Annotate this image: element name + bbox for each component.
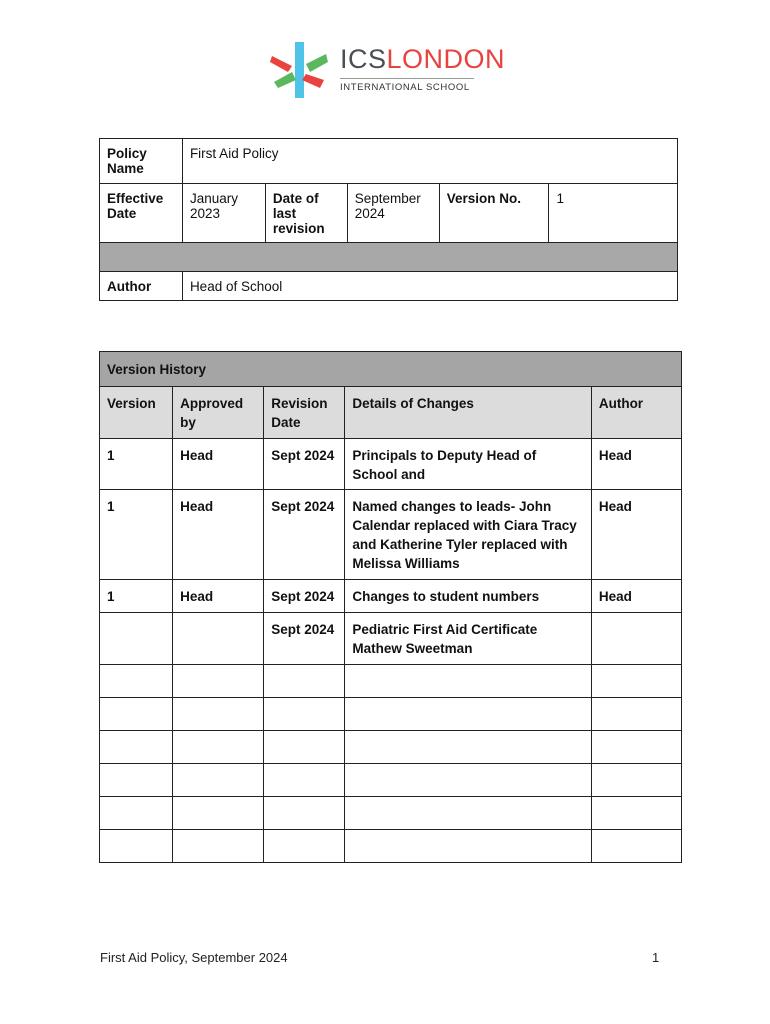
policy-dates-row: [100, 184, 678, 243]
empty-cell: [345, 731, 591, 764]
effective-date-label: Effective Date: [100, 184, 183, 243]
column-header-version: Version: [100, 387, 173, 439]
policy-name-label: Policy Name: [100, 139, 183, 184]
policy-info-table: [99, 138, 678, 301]
empty-cell: [173, 698, 264, 731]
last-revision-label: Date of last revision: [265, 184, 347, 243]
table-header-row: [100, 387, 682, 439]
empty-cell: [345, 764, 591, 797]
empty-table-row: [100, 731, 682, 764]
logo-london-text: LONDON: [386, 44, 506, 74]
empty-cell: [345, 830, 591, 863]
policy-name-value: First Aid Policy: [182, 139, 677, 184]
footer-page-number: 1: [652, 950, 660, 965]
author-label: Author: [100, 272, 183, 301]
details-cell: Named changes to leads- John Calendar replaced with Ciara Tracy and Katherine Tyler replaced with Melissa Williams: [345, 490, 591, 580]
empty-table-row: [100, 830, 682, 863]
revision-date-cell: Sept 2024: [264, 439, 345, 490]
empty-cell: [100, 665, 173, 698]
logo-divider: [340, 78, 474, 79]
empty-cell: [345, 698, 591, 731]
empty-cell: [345, 797, 591, 830]
policy-name-row: [100, 139, 678, 184]
empty-cell: [264, 665, 345, 698]
empty-cell: [591, 764, 681, 797]
empty-cell: [264, 830, 345, 863]
empty-cell: [264, 731, 345, 764]
author-cell: Head: [591, 490, 681, 580]
author-cell: Head: [591, 580, 681, 613]
empty-cell: [100, 797, 173, 830]
empty-cell: [264, 764, 345, 797]
empty-cell: [591, 731, 681, 764]
empty-cell: [173, 665, 264, 698]
last-revision-value: September 2024: [347, 184, 439, 243]
empty-cell: [100, 731, 173, 764]
ics-star-logo-icon: [270, 42, 328, 98]
empty-table-row: [100, 665, 682, 698]
column-header-approved-by: Approved by: [173, 387, 264, 439]
column-header-author: Author: [591, 387, 681, 439]
author-value: Head of School: [182, 272, 677, 301]
author-cell: [591, 613, 681, 665]
revision-date-cell: Sept 2024: [264, 613, 345, 665]
table-row: [100, 580, 682, 613]
version-number-label: Version No.: [439, 184, 549, 243]
details-cell: Changes to student numbers: [345, 580, 591, 613]
version-cell: 1: [100, 580, 173, 613]
empty-cell: [100, 698, 173, 731]
empty-cell: [591, 698, 681, 731]
table-row: [100, 613, 682, 665]
details-cell: Pediatric First Aid Certificate Mathew Sweetman: [345, 613, 591, 665]
version-history-table: [99, 351, 682, 863]
empty-cell: [173, 731, 264, 764]
details-cell: Principals to Deputy Head of School and: [345, 439, 591, 490]
author-cell: Head: [591, 439, 681, 490]
effective-date-value: January 2023: [182, 184, 265, 243]
table-row: [100, 490, 682, 580]
empty-cell: [100, 830, 173, 863]
policy-author-row: [100, 272, 678, 301]
version-cell: 1: [100, 439, 173, 490]
policy-spacer-row: [100, 243, 678, 272]
logo-wordmark: [340, 44, 505, 75]
version-cell: 1: [100, 490, 173, 580]
gray-separator: [100, 243, 678, 272]
school-logo: [270, 42, 510, 100]
empty-cell: [264, 698, 345, 731]
logo-ics-text: ICS: [340, 44, 387, 74]
empty-cell: [173, 764, 264, 797]
table-row: [100, 439, 682, 490]
version-history-title: Version History: [100, 352, 682, 387]
approved-by-cell: Head: [173, 439, 264, 490]
footer-document-title: First Aid Policy, September 2024: [100, 950, 288, 965]
version-number-value: 1: [549, 184, 678, 243]
empty-cell: [591, 797, 681, 830]
version-history-title-row: [100, 352, 682, 387]
empty-cell: [100, 764, 173, 797]
revision-date-cell: Sept 2024: [264, 580, 345, 613]
column-header-details: Details of Changes: [345, 387, 591, 439]
approved-by-cell: Head: [173, 490, 264, 580]
version-cell: [100, 613, 173, 665]
empty-cell: [591, 665, 681, 698]
column-header-revision-date: Revision Date: [264, 387, 345, 439]
empty-cell: [345, 665, 591, 698]
empty-cell: [591, 830, 681, 863]
empty-table-row: [100, 698, 682, 731]
empty-cell: [173, 830, 264, 863]
approved-by-cell: Head: [173, 580, 264, 613]
empty-table-row: [100, 764, 682, 797]
revision-date-cell: Sept 2024: [264, 490, 345, 580]
empty-table-row: [100, 797, 682, 830]
empty-cell: [264, 797, 345, 830]
empty-cell: [173, 797, 264, 830]
approved-by-cell: [173, 613, 264, 665]
logo-subtitle: INTERNATIONAL SCHOOL: [340, 82, 470, 93]
